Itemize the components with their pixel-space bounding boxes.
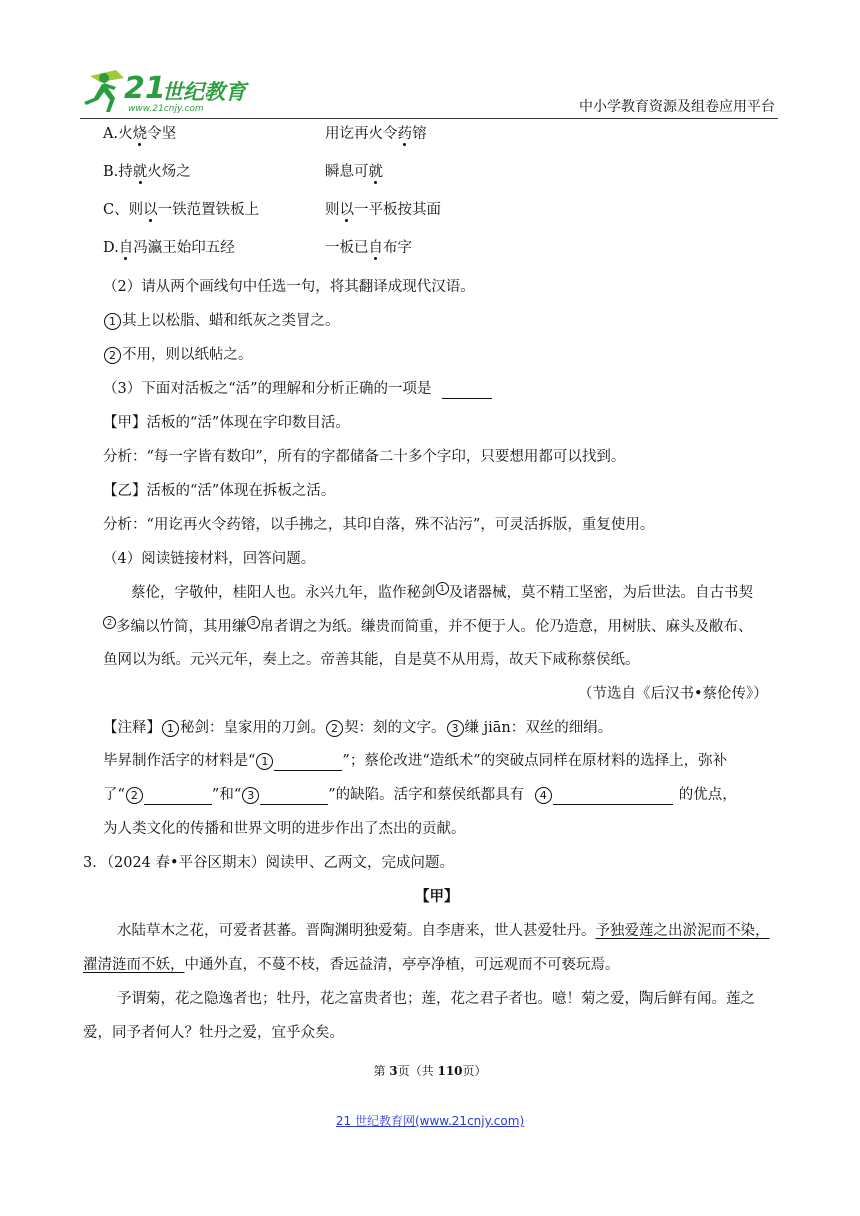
q2-sentence-1: 1 其上以松脂、蜡和纸灰之类冒之。 <box>103 311 340 331</box>
logo <box>80 68 260 116</box>
q3-jia-analysis: 分析：“每一字皆有数印”，所有的字都储备二十多个字印，只要想用都可以找到。 <box>103 449 626 465</box>
q3-yi: 【乙】活板的“活”体现在拆板之活。 <box>103 483 336 499</box>
text-jia-heading: 【甲】 <box>415 888 459 905</box>
runner-logo-icon <box>80 68 128 114</box>
q4-notes: 【注释】 1 秘剑：皇家用的刀剑。 2 契：刻的文字。 3 缣 jiān：双丝的细绢。 <box>103 720 613 736</box>
option-b: B.持就火炀之 瞬息可就 <box>103 164 383 180</box>
footer-link[interactable]: 21 世纪教育网(www.21cnjy.com) <box>335 1114 525 1128</box>
answer-blank[interactable] <box>442 382 492 399</box>
option-a: A.火烧令坚 用讫再火令药镕 <box>103 126 427 142</box>
q3-jia: 【甲】活板的“活”体现在字印数目活。 <box>103 415 350 431</box>
q2-prompt: （2）请从两个画线句中任选一句，将其翻译成现代汉语。 <box>103 279 475 295</box>
page-number: 第 3页（共 110页） <box>373 1064 487 1078</box>
q4-passage-line-2: 2 多编以竹简，其用缣 3 帛者谓之为纸。缣贵而简重，并不便于人。伦乃造意，用树肤、麻头及敝布、 <box>103 616 753 637</box>
q4-fill-line-3: 为人类文化的传播和世界文明的进步作出了杰出的贡献。 <box>103 821 466 837</box>
logo-url: www.21cnjy.com <box>128 104 204 114</box>
q3-prompt: （3）下面对活板之“活”的理解和分析正确的一项是 <box>103 379 492 399</box>
fill-blank-3[interactable] <box>260 788 328 805</box>
q2-sentence-2: 2 不用，则以纸帖之。 <box>103 345 253 365</box>
text-jia-line-3: 予谓菊，花之隐逸者也；牡丹，花之富贵者也；莲，花之君子者也。噫！菊之爱，陶后鲜有闻。莲之 <box>117 991 755 1007</box>
q4-source: （节选自《后汉书•蔡伦传》） <box>578 686 768 702</box>
text-jia-line-4: 爱，同予者何人？牡丹之爱，宜乎众矣。 <box>83 1025 344 1041</box>
fill-blank-1[interactable] <box>274 754 342 771</box>
q4-passage-line-1: 蔡伦，字敬仲，桂阳人也。永兴九年，监作秘剑 1 及诸器械，莫不精工坚密，为后世法。自古书契 <box>131 584 753 601</box>
fill-blank-2[interactable] <box>144 788 212 805</box>
question-3-title: 3．（2024 春•平谷区期末）阅读甲、乙两文，完成问题。 <box>83 855 455 871</box>
platform-name: 中小学教育资源及组卷应用平台 <box>579 99 775 115</box>
option-d: D.自冯瀛王始印五经 一板已自布字 <box>103 240 412 256</box>
q4-prompt: （4）阅读链接材料，回答问题。 <box>103 551 316 567</box>
logo-text: 世纪教育 <box>162 80 246 104</box>
q4-fill-line-1: 毕昇制作活字的材料是“ 1 ”；蔡伦改进“造纸术”的突破点同样在原材料的选择上，弥补 <box>103 753 728 769</box>
logo-number: 21 <box>124 71 166 106</box>
q4-fill-line-2: 了“ 2 ”和“ 3 ”的缺陷。活字和蔡侯纸都具有 4 的优点， <box>103 787 737 803</box>
header-rule <box>80 118 778 119</box>
q3-yi-analysis: 分析：“用讫再火令药镕，以手拂之，其印自落，殊不沾污”，可灵活拆版，重复使用。 <box>103 517 655 533</box>
text-jia-line-1: 水陆草木之花，可爱者甚蕃。晋陶渊明独爱菊。自李唐来，世人甚爱牡丹。予独爱莲之出淤泥而不染， <box>117 923 770 939</box>
text-jia-line-2: 濯清涟而不妖，中通外直，不蔓不枝，香远益清，亭亭净植，可远观而不可亵玩焉。 <box>83 957 620 973</box>
fill-blank-4[interactable] <box>553 788 673 805</box>
option-c: C、则以一铁范置铁板上 则以一平板按其面 <box>103 202 441 218</box>
q4-passage-line-3: 鱼网以为纸。元兴元年，奏上之。帝善其能，自是莫不从用焉，故天下咸称蔡侯纸。 <box>103 652 640 668</box>
